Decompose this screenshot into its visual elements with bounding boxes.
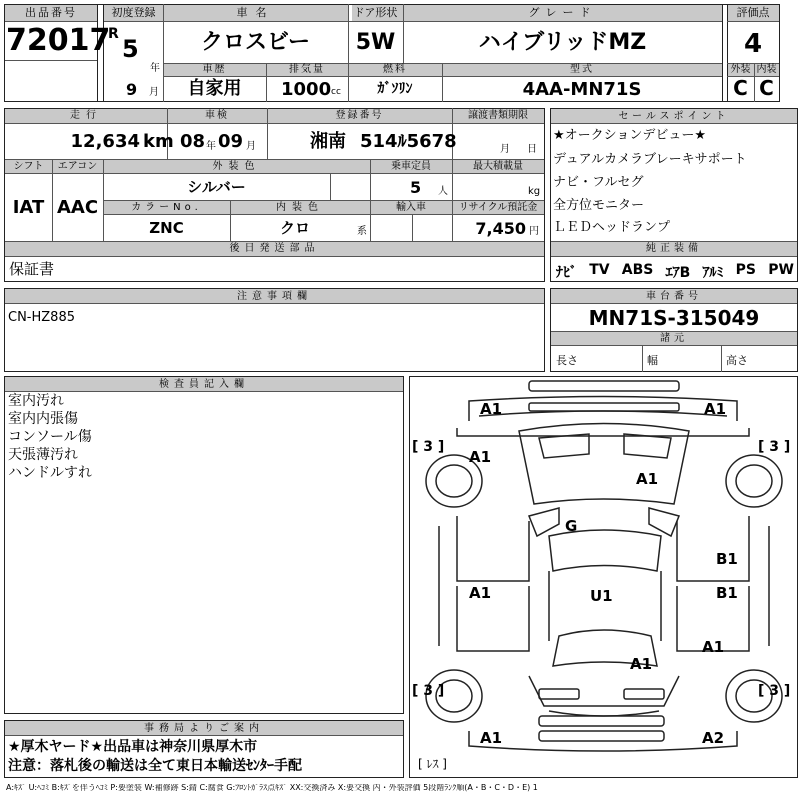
recycle-value: 7,450	[475, 219, 526, 238]
grade-value: ハイブリッドMZ	[478, 30, 647, 55]
specs-label: 諸元	[660, 333, 688, 344]
office-line: 注意：落札後の輸送は全て東日本輸送ｾﾝﾀｰ手配	[8, 758, 302, 774]
history-label: 車歴	[202, 64, 227, 75]
color-no-value: ZNC	[149, 219, 184, 237]
inspection-label: 車検	[205, 110, 229, 121]
plate-label: 登録番号	[335, 110, 384, 121]
sales-point-item: 全方位モニター	[553, 198, 645, 213]
aircon-value: AAC	[56, 197, 99, 218]
door-label: ドア形状	[353, 6, 398, 19]
fuel-value: ｶﾞｿﾘﾝ	[377, 81, 413, 97]
sales-points-label: セールスポイント	[618, 111, 730, 122]
inspector-line: 室内内張傷	[8, 411, 78, 427]
spare-tire-mark: [ ﾚｽ ]	[418, 757, 447, 771]
car-outline	[409, 376, 798, 778]
damage-mark: A1	[630, 655, 653, 673]
max-load-label: 最大積載量	[473, 161, 523, 172]
color-no-label: カラーNo.	[131, 202, 202, 213]
damage-mark: A1	[469, 584, 492, 602]
sales-point-item: デュアルカメラブレーキサポート	[553, 152, 747, 167]
tire-mark: [ 3 ]	[412, 683, 445, 699]
later-parts-value: 保証書	[9, 260, 55, 278]
first-reg-month-unit: 月	[149, 87, 159, 98]
capacity-value: 5	[410, 178, 422, 197]
history-value: 自家用	[187, 78, 242, 99]
inspector-line: 天張薄汚れ	[8, 447, 78, 463]
tire-mark: [ 3 ]	[758, 683, 791, 699]
fuel-label: 燃料	[383, 64, 407, 75]
damage-mark: A1	[480, 729, 503, 747]
transfer-month-unit: 月	[500, 144, 510, 155]
tire-mark: [ 3 ]	[412, 439, 445, 455]
mileage-unit: km	[143, 131, 174, 152]
lot-label: 出品番号	[25, 6, 77, 19]
capacity-label: 乗車定員	[391, 161, 431, 172]
max-load-unit: kg	[528, 186, 541, 197]
equipment-item: PS	[735, 262, 757, 278]
office-label: 事務局よりご案内	[144, 723, 264, 734]
inspector-line: コンソール傷	[8, 429, 92, 445]
import-label: 輸入車	[396, 202, 426, 213]
int-score-value: C	[759, 76, 774, 100]
model-code-label: 型式	[570, 64, 594, 75]
recycle-label: リサイクル預託金	[458, 202, 538, 213]
equipment-item: TV	[589, 262, 610, 278]
exterior-color-label: 外装色	[212, 161, 261, 172]
displacement-label: 排気量	[289, 64, 325, 75]
inspector-line: 室内汚れ	[8, 393, 64, 409]
inspector-line: ハンドルすれ	[8, 465, 92, 481]
spec-length: 長さ	[556, 354, 578, 367]
inspection-month: 09	[218, 131, 244, 152]
transfer-label: 譲渡書類期限	[468, 110, 528, 121]
damage-mark: U1	[590, 587, 613, 605]
chassis-label: 車台番号	[646, 291, 702, 302]
exterior-color-value: シルバー	[187, 178, 246, 196]
equipment-item: ｱﾙﾐ	[702, 265, 724, 281]
transfer-day-unit: 日	[527, 144, 537, 155]
door-value: 5W	[355, 30, 396, 55]
spec-width: 幅	[647, 354, 658, 367]
plate-region: 湘南	[310, 131, 346, 152]
damage-mark: A1	[704, 400, 727, 418]
damage-mark: A1	[480, 400, 503, 418]
displacement-unit: cc	[331, 87, 341, 97]
grade-label: グレード	[528, 6, 597, 19]
first-reg-year: 5	[122, 35, 139, 63]
equipment-item: ABS	[621, 262, 654, 278]
mileage-value: 12,634	[70, 131, 140, 152]
interior-color-suffix: 系	[357, 226, 367, 237]
office-line: ★厚木ヤード★出品車は神奈川県厚木市	[8, 739, 258, 755]
first-reg-month: 9	[126, 80, 138, 99]
damage-mark: B1	[716, 584, 738, 602]
recycle-unit: 円	[529, 226, 539, 237]
notes-label: 注意事項欄	[237, 291, 312, 302]
equipment-label: 純正装備	[646, 243, 702, 254]
score-value: 4	[743, 29, 763, 59]
ext-score-value: C	[733, 76, 748, 100]
capacity-unit: 人	[438, 186, 448, 197]
displacement-value: 1000	[281, 79, 332, 100]
interior-color-label: 内装色	[276, 202, 324, 213]
sales-point-item: ＬＥＤヘッドランプ	[553, 220, 671, 235]
first-reg-year-unit: 年	[150, 63, 160, 74]
equipment-item: ｴｱB	[665, 265, 691, 281]
lot-number: 72017	[6, 23, 111, 58]
tire-mark: [ 3 ]	[758, 439, 791, 455]
shift-value: IAT	[12, 197, 45, 218]
damage-mark: A2	[702, 729, 725, 747]
car-name: クロスビー	[200, 30, 311, 55]
inspection-year-unit: 年	[206, 141, 216, 152]
damage-mark: A1	[469, 448, 492, 466]
score-label: 評価点	[736, 6, 770, 19]
equipment-item: ﾅﾋﾞ	[556, 265, 577, 281]
damage-mark: A1	[636, 470, 659, 488]
damage-mark: G	[565, 517, 578, 535]
chassis-number: MN71S-315049	[588, 306, 760, 330]
mileage-label: 走行	[70, 110, 102, 121]
int-score-label: 内装	[756, 64, 777, 75]
equipment-item: PW	[768, 262, 794, 278]
ext-score-label: 外装	[730, 64, 751, 75]
legend: A:ｷｽﾞ U:ﾍｺﾐ B:ｷｽﾞを伴うﾍｺﾐ P:要塗装 W:補修跡 S:錆 C:腐食 G:ﾌﾛﾝﾄｶﾞﾗｽ点ｷｽﾞ XX:交換済み X:要交換 内・外装評価 5段階ﾗﾝｸ順(A・B・C・D・E) 1	[6, 784, 538, 792]
damage-mark: B1	[716, 550, 738, 568]
first-reg-era: R	[108, 26, 119, 42]
shift-label: シフト	[13, 161, 44, 172]
inspector-label: 検査員記入欄	[159, 379, 249, 390]
later-parts-label: 後日発送部品	[229, 243, 320, 254]
interior-color-value: クロ	[279, 219, 310, 237]
inspection-year: 08	[180, 131, 206, 152]
plate-number: 514ﾙ5678	[360, 131, 457, 152]
first-reg-label: 初度登録	[111, 6, 156, 19]
inspection-month-unit: 月	[246, 141, 256, 152]
equipment-list	[556, 262, 794, 282]
aircon-label: エアコン	[57, 161, 98, 172]
car-name-label: 車名	[236, 6, 275, 19]
sales-point-item: ナビ・フルセグ	[553, 175, 644, 190]
damage-mark: A1	[702, 638, 725, 656]
spec-height: 高さ	[726, 354, 748, 367]
sales-point-item: ★オークションデビュー★	[553, 128, 707, 143]
notes-value: CN-HZ885	[8, 310, 75, 325]
model-code-value: 4AA-MN71S	[522, 79, 642, 100]
